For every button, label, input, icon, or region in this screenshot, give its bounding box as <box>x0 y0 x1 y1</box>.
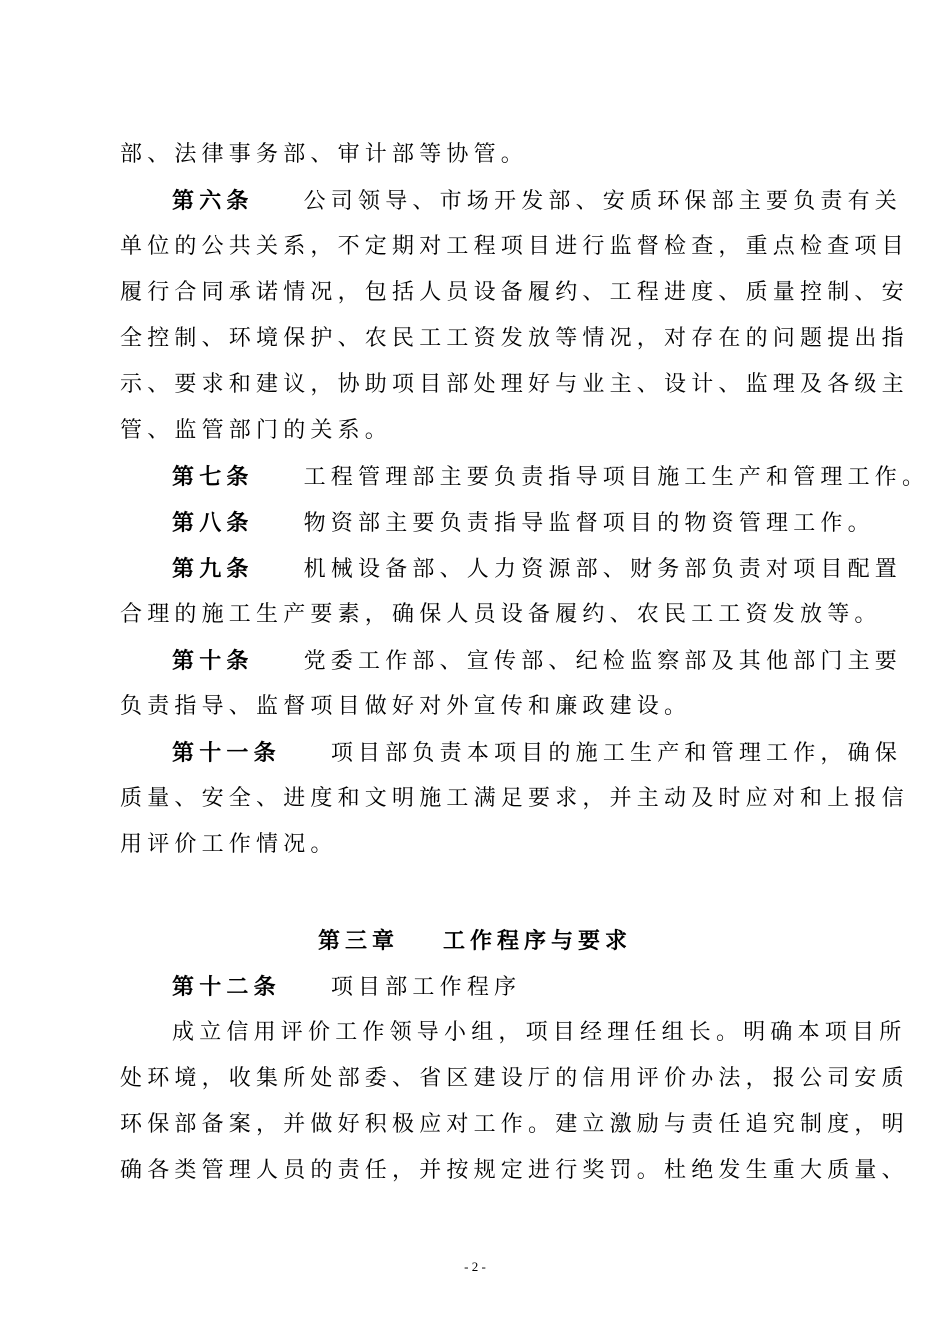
article-11-line <box>172 738 903 768</box>
body-line: 环保部备案，并做好积极应对工作。建立激励与责任追究制度，明 <box>120 1112 909 1137</box>
article-12-text: 项目部工作程序 <box>330 975 522 1000</box>
body-line: 管、监管部门的关系。 <box>120 418 393 443</box>
chapter-title: 工作程序与要求 <box>443 928 633 954</box>
article-7-text: 工程管理部主要负责指导项目施工生产和管理工作。 <box>303 465 930 490</box>
article-11-text: 项目部负责本项目的施工生产和管理工作，确保 <box>330 741 903 766</box>
article-12-label: 第十二条 <box>172 974 281 1000</box>
article-10-line <box>172 646 903 676</box>
article-8-label: 第八条 <box>172 510 254 536</box>
article-8-text: 物资部主要负责指导监督项目的物资管理工作。 <box>303 511 875 536</box>
body-line: 全控制、环境保护、农民工工资发放等情况，对存在的问题提出指 <box>120 326 909 351</box>
body-line: 负责指导、监督项目做好对外宣传和廉政建设。 <box>120 694 692 719</box>
article-6-text: 公司领导、市场开发部、安质环保部主要负责有关 <box>303 189 903 214</box>
article-9-text: 机械设备部、人力资源部、财务部负责对项目配置 <box>303 557 903 582</box>
body-line: 用评价工作情况。 <box>120 832 338 857</box>
article-10-text: 党委工作部、宣传部、纪检监察部及其他部门主要 <box>303 649 903 674</box>
body-line: 单位的公共关系，不定期对工程项目进行监督检查，重点检查项目 <box>120 234 909 259</box>
body-line: 处环境，收集所处部委、省区建设厅的信用评价办法，报公司安质 <box>120 1066 909 1091</box>
article-10-label: 第十条 <box>172 648 254 674</box>
body-line: 履行合同承诺情况，包括人员设备履约、工程进度、质量控制、安 <box>120 280 909 305</box>
article-9-line <box>172 554 903 584</box>
article-11-label: 第十一条 <box>172 740 281 766</box>
page-number: - 2 - <box>464 1259 486 1274</box>
article-6-line <box>172 186 903 216</box>
chapter-heading <box>0 926 950 956</box>
article-7-line <box>172 462 930 492</box>
body-line: 成立信用评价工作领导小组，项目经理任组长。明确本项目所 <box>172 1020 907 1045</box>
body-line: 确各类管理人员的责任，并按规定进行奖罚。杜绝发生重大质量、 <box>120 1158 909 1183</box>
article-9-label: 第九条 <box>172 556 254 582</box>
article-8-line <box>172 508 875 538</box>
body-line: 合理的施工生产要素，确保人员设备履约、农民工工资发放等。 <box>120 602 882 627</box>
chapter-number: 第三章 <box>317 928 399 954</box>
article-7-label: 第七条 <box>172 464 254 490</box>
body-line: 部、法律事务部、审计部等协管。 <box>120 142 529 167</box>
body-line: 示、要求和建议，协助项目部处理好与业主、设计、监理及各级主 <box>120 372 909 397</box>
body-line: 质量、安全、进度和文明施工满足要求，并主动及时应对和上报信 <box>120 786 909 811</box>
article-12-line <box>172 972 862 1002</box>
article-6-label: 第六条 <box>172 188 254 214</box>
